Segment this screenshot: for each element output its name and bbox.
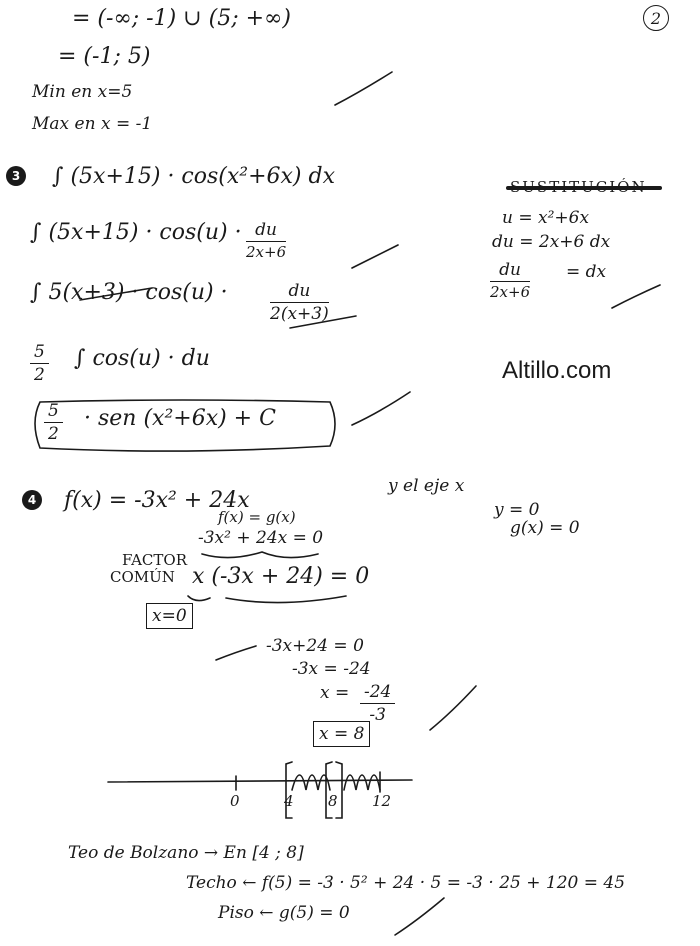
ex4-root-2-box: x = 8 (313, 721, 370, 747)
piso-line: Piso ← g(5) = 0 (218, 903, 350, 923)
ex3-line-4-fraction (30, 344, 49, 384)
substitution-fraction-den: 2x+6 (490, 283, 531, 301)
exercise-3-marker: 3 (6, 166, 26, 186)
factor-label-2: COMÚN (110, 568, 175, 586)
techo-line: Techo ← f(5) = -3 · 5² + 24 · 5 = -3 · 25 + 120 = 45 (186, 873, 626, 893)
ex4-line-7-num: -24 (360, 684, 395, 704)
check-mark-5 (216, 646, 256, 660)
ex3-line-3-num: du (270, 283, 329, 303)
substitution-fraction (490, 262, 530, 300)
brace-3 (226, 596, 346, 603)
ex3-line-1: ∫ (5x+15) · cos(x²+6x) dx (52, 164, 336, 189)
ex4-root-1-box: x=0 (146, 603, 193, 629)
ex3-line-4-num: 5 (30, 344, 49, 364)
ex3-result-num: 5 (44, 403, 63, 423)
check-mark-6 (430, 686, 476, 730)
check-mark-4 (612, 285, 660, 308)
brace-1 (202, 552, 318, 558)
ex3-line-2-den: 2x+6 (246, 243, 287, 261)
ex3-line-2-fraction (246, 222, 286, 260)
header-line-3: Min en x=5 (32, 82, 133, 102)
ex4-line-1: f(x) = -3x² + 24x (64, 488, 250, 513)
check-mark-3 (352, 392, 410, 425)
hatch-2 (344, 775, 380, 790)
axis-tick-8: 8 (328, 792, 338, 810)
ex3-result-fraction (44, 403, 63, 443)
ex3-line-4-den: 2 (34, 365, 45, 385)
ex4-line-7-fraction (360, 684, 395, 724)
check-mark-7 (395, 898, 444, 935)
axis-tick-4: 4 (284, 792, 294, 810)
ex4-root-2 (313, 726, 370, 743)
substitution-fraction-right: = dx (566, 262, 607, 282)
ex4-line-2: f(x) = g(x) (218, 508, 296, 526)
axis-tick-12: 12 (372, 792, 392, 810)
ex3-line-3-den: 2(x+3) (270, 304, 329, 324)
ex3-line-3: ∫ 5(x+3) · cos(u) · (30, 280, 228, 305)
ex3-line-2-num: du (246, 222, 286, 242)
exercise-4-marker: 4 (22, 490, 42, 510)
header-line-2: = (-1; 5) (58, 44, 151, 69)
watermark: Altillo.com (502, 357, 612, 384)
ex4-line-5: -3x+24 = 0 (266, 636, 364, 656)
axis-tick-0: 0 (230, 792, 240, 810)
substitution-line-2: du = 2x+6 dx (492, 232, 611, 252)
substitution-line-1: u = x²+6x (502, 208, 590, 228)
ex4-line-3: -3x² + 24x = 0 (198, 528, 324, 548)
page-number: 2 (643, 5, 669, 31)
check-mark-2 (352, 245, 398, 268)
factor-label-1: FACTOR (122, 551, 188, 569)
substitution-title: SUSTITUCIÓN (510, 178, 647, 196)
check-mark-1 (335, 72, 392, 105)
ex4-root-1 (146, 608, 193, 625)
ex4-line-7-den: -3 (369, 705, 386, 725)
number-line (108, 780, 412, 782)
substitution-fraction-num: du (490, 262, 530, 282)
bolzano-line: Teo de Bolzano → En [4 ; 8] (68, 843, 304, 863)
ex4-side-2: y = 0 (494, 500, 540, 520)
ex4-line-6: -3x = -24 (292, 659, 371, 679)
ex4-line-4: x (-3x + 24) = 0 (192, 564, 370, 589)
ex3-line-2: ∫ (5x+15) · cos(u) · (30, 220, 242, 245)
ex4-side-1: y el eje x (388, 476, 465, 496)
brace-2 (188, 596, 210, 601)
ex3-line-3-fraction (270, 283, 329, 323)
ex4-line-7: x = (320, 683, 350, 703)
ex4-side-3: g(x) = 0 (510, 518, 580, 538)
hatch-1 (292, 775, 330, 790)
header-line-1: = (-∞; -1) ∪ (5; +∞) (72, 6, 291, 31)
header-line-4: Max en x = -1 (32, 114, 153, 134)
ex3-result: · sen (x²+6x) + C (84, 406, 276, 431)
ex3-result-den: 2 (48, 424, 59, 444)
ex3-line-4: ∫ cos(u) · du (74, 346, 210, 371)
